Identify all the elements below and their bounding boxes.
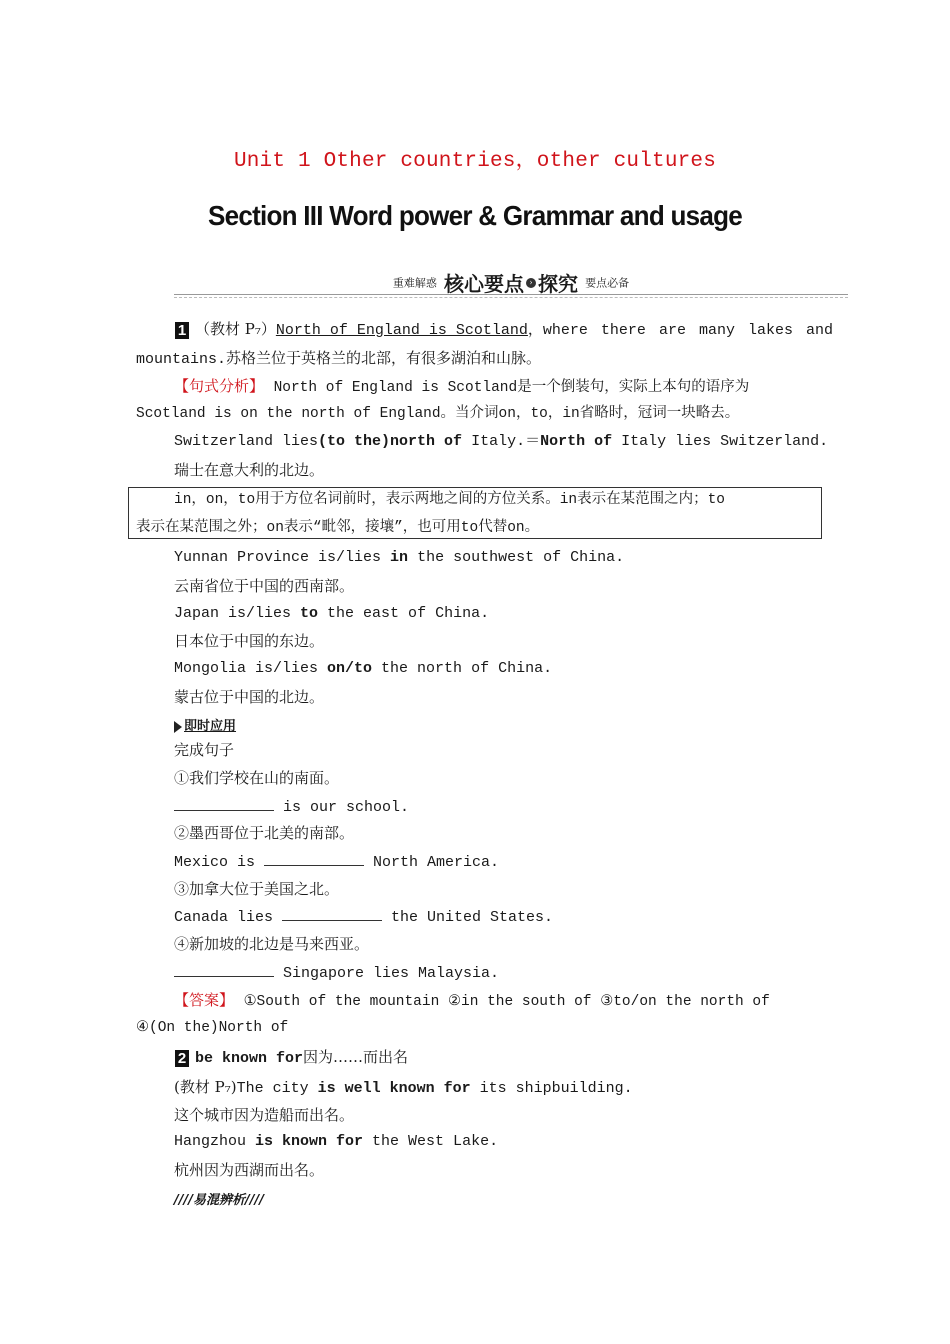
answer-line1 (174, 990, 770, 1012)
question1-cn: ①我们学校在山的南面。 (174, 769, 340, 787)
question1-text: is our school. (274, 799, 410, 816)
section-banner (174, 268, 848, 294)
point1-heading (175, 319, 833, 341)
analysis-line2: Scotland is on the north of England。当介词on，to，in省略时，冠词一块略去。 (136, 406, 740, 422)
banner-main-left: 核心要点 (444, 272, 524, 296)
example-part-a: Switzerland lies (174, 433, 319, 450)
point2-ex1-translation: 这个城市因为造船而出名。 (174, 1106, 355, 1124)
example3 (174, 659, 552, 679)
example2 (174, 604, 489, 624)
example3-translation: 蒙古位于中国的北边。 (174, 688, 325, 706)
question1-en (174, 796, 409, 818)
point1-analysis (174, 376, 749, 398)
point2-ex1-a: The city (236, 1080, 318, 1097)
practice-tag-label: 即时应用 (184, 719, 237, 734)
example1-c: the southwest of China. (408, 549, 625, 566)
question2-text-a: Mexico is (174, 854, 265, 871)
note-box-line1: in，on，to用于方位名词前时，表示两地之间的方位关系。in表示在某范围之内；to (174, 492, 726, 508)
answer-line2: ④(On the)North of (136, 1020, 289, 1036)
circle-arrow-icon: › (526, 278, 536, 288)
example3-c: the north of China. (372, 660, 553, 677)
question3-text-b: the United States. (382, 909, 554, 926)
point1-sentence-cont-text: mountains. (136, 351, 227, 368)
point2-heading-en: be known for (195, 1050, 304, 1067)
example2-translation: 日本位于中国的东边。 (174, 632, 325, 650)
point2-ex2-c: the West Lake. (363, 1133, 499, 1150)
point1-translation: 苏格兰位于英格兰的北部，有很多湖泊和山脉。 (226, 349, 542, 367)
example1-a: Yunnan Province is/lies (174, 549, 391, 566)
question4-text: Singapore lies Malaysia. (274, 965, 500, 982)
banner-divider (174, 294, 848, 295)
question2-blank[interactable] (264, 851, 364, 866)
point1-example (174, 432, 828, 452)
question4-cn: ④新加坡的北边是马来西亚。 (174, 935, 370, 953)
point2-source: (教材 P₇) (174, 1078, 237, 1096)
answer-text1: ①South of the mountain ②in the south of ③to/on the north of (243, 994, 770, 1010)
question3-text-a: Canada lies (174, 909, 283, 926)
example2-c: the east of China. (318, 605, 490, 622)
banner-right-label: 要点必备 (585, 276, 630, 290)
answer-label: 【答案】 (174, 991, 235, 1009)
point1-sentence-rest: ，where there are many lakes and (527, 322, 833, 339)
question2-en (174, 851, 499, 873)
example-part-c: north of (390, 433, 463, 450)
example1-b: in (390, 549, 409, 566)
practice-tag (174, 715, 236, 734)
example3-a: Mongolia is/lies (174, 660, 328, 677)
point2-ex1-c: its shipbuilding. (470, 1080, 633, 1097)
unit-title: Unit 1 Other countries，other cultures (233, 150, 717, 173)
section-title: Section III Word power & Grammar and usage (207, 200, 743, 231)
point1-sentence-underlined: North of England is Scotland (275, 322, 528, 339)
confusion-tag: ////易混辨析//// (174, 1193, 264, 1208)
example-part-d: Italy.＝ (462, 433, 541, 450)
example-part-f: Italy lies Switzerland. (612, 433, 829, 450)
question3-cn: ③加拿大位于美国之北。 (174, 880, 340, 898)
banner-left-label: 重难解惑 (392, 276, 437, 290)
question2-text-b: North America. (364, 854, 500, 871)
example-translation: 瑞士在意大利的北边。 (174, 461, 325, 479)
point2-ex2-translation: 杭州因为西湖而出名。 (174, 1161, 325, 1179)
example-part-e: North of (540, 433, 613, 450)
point2-example1 (174, 1077, 633, 1099)
point2-heading (175, 1047, 408, 1069)
point1-source: （教材 P₇） (195, 320, 276, 338)
example2-b: to (300, 605, 319, 622)
example2-a: Japan is/lies (174, 605, 301, 622)
point2-example2 (174, 1132, 498, 1152)
question3-blank[interactable] (282, 906, 382, 921)
banner-main-right: 探究 (538, 272, 578, 296)
note-box-line2: 表示在某范围之外；on表示“毗邻，接壤”，也可用to代替on。 (136, 520, 540, 536)
example1-translation: 云南省位于中国的西南部。 (174, 577, 355, 595)
point2-heading-cn: 因为……而出名 (303, 1048, 409, 1066)
question1-blank[interactable] (174, 796, 274, 811)
question4-en (174, 962, 499, 984)
point2-ex1-b: is well known for (317, 1080, 471, 1097)
point1-sentence-cont (136, 348, 541, 370)
question2-cn: ②墨西哥位于北美的南部。 (174, 824, 355, 842)
practice-title: 完成句子 (174, 741, 235, 759)
example-part-b: (to the) (318, 433, 391, 450)
point2-ex2-a: Hangzhou (174, 1133, 256, 1150)
analysis-label: 【句式分析】 (174, 377, 265, 395)
analysis-line1: North of England is Scotland是一个倒装句，实际上本句的语序为 (273, 380, 750, 396)
point1-number: 1 (175, 322, 189, 339)
example3-b: on/to (327, 660, 373, 677)
point2-ex2-b: is known for (255, 1133, 364, 1150)
point2-number: 2 (175, 1050, 189, 1067)
banner-divider-dashed (174, 297, 848, 298)
triangle-icon (174, 721, 182, 733)
question3-en (174, 906, 553, 928)
example1 (174, 548, 624, 568)
question4-blank[interactable] (174, 962, 274, 977)
